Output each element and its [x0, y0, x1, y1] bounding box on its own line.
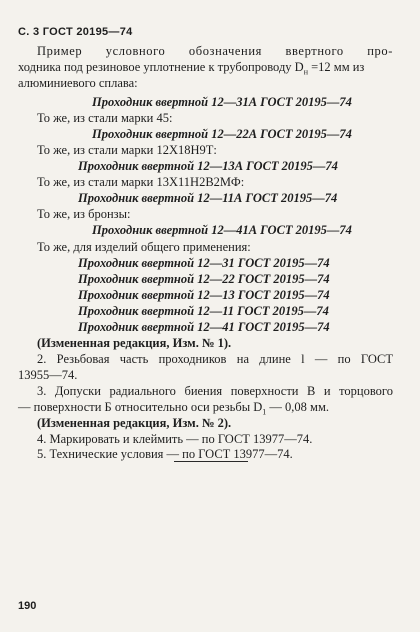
page-number: 190 [18, 600, 37, 612]
divider-rule [174, 461, 248, 462]
item-3-line-1: 3. Допуски радиального биения поверхности В и торцового [37, 384, 393, 398]
general-designation-4: Проходник ввертной 12—11 ГОСТ 20195—74 [78, 304, 329, 318]
intro-line-2 [18, 60, 364, 77]
item-2-line-1: 2. Резьбовая часть проходников на длине l — по ГОСТ [37, 352, 393, 366]
example-designation-5: Проходник ввертной 12—41А ГОСТ 20195—74 [92, 223, 352, 237]
general-designation-1: Проходник ввертной 12—31 ГОСТ 20195—74 [78, 256, 330, 270]
general-designation-3: Проходник ввертной 12—13 ГОСТ 20195—74 [78, 288, 330, 302]
example-label-5: То же, из бронзы: [37, 207, 131, 221]
example-designation-2: Проходник ввертной 12—22А ГОСТ 20195—74 [92, 127, 352, 141]
intro-line-1: Пример условного обозначения ввертного про- [37, 44, 393, 58]
item-3-line-2 [18, 400, 329, 417]
example-label-3: То же, из стали марки 12Х18Н9Т: [37, 143, 217, 157]
item-2-line-2: 13955—74. [18, 368, 78, 382]
edition-note-2: (Измененная редакция, Изм. № 2). [37, 416, 232, 430]
general-designation-2: Проходник ввертной 12—22 ГОСТ 20195—74 [78, 272, 330, 286]
intro-line-2-text: ходника под резиновое уплотнение к трубопроводу D [18, 60, 304, 74]
item-4: 4. Маркировать и клеймить — по ГОСТ 13977—74. [37, 432, 313, 446]
example-label-2: То же, из стали марки 45: [37, 111, 173, 125]
example-designation-3: Проходник ввертной 12—13А ГОСТ 20195—74 [78, 159, 338, 173]
example-designation-4: Проходник ввертной 12—11А ГОСТ 20195—74 [78, 191, 338, 205]
page-header: С. 3 ГОСТ 20195—74 [18, 26, 133, 38]
general-designation-5: Проходник ввертной 12—41 ГОСТ 20195—74 [78, 320, 330, 334]
example-designation-1: Проходник ввертной 12—31А ГОСТ 20195—74 [92, 95, 352, 109]
edition-note-1: (Измененная редакция, Изм. № 1). [37, 336, 232, 350]
item-3-line-2-tail: — 0,08 мм. [266, 400, 329, 414]
intro-line-2-subscript: н [303, 67, 308, 77]
item-3-line-2-text: — поверхности Б относительно оси резьбы D [18, 400, 263, 414]
general-label: То же, для изделий общего применения: [37, 240, 251, 254]
example-label-4: То же, из стали марки 13Х11Н2В2МФ: [37, 175, 245, 189]
item-3-line-2-subscript: 1 [262, 407, 267, 417]
intro-line-2-tail: =12 мм из [307, 60, 365, 74]
intro-line-3: алюминиевого сплава: [18, 76, 138, 90]
item-5: 5. Технические условия — по ГОСТ 13977—74. [37, 447, 293, 461]
